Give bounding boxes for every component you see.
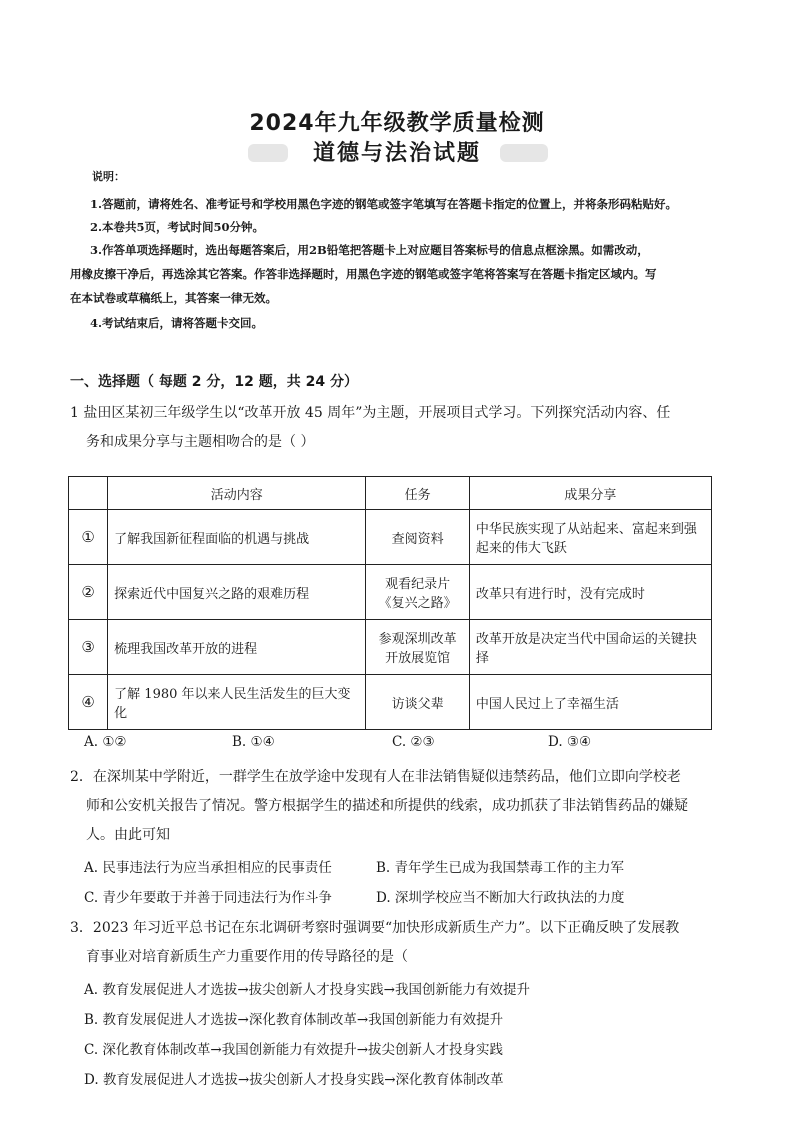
table-row [69,675,712,730]
option-d: D. ③④ [548,734,592,750]
note-line: 1.答题前，请将姓名、准考证号和学校用黑色字迹的钢笔或签字笔填写在答题卡指定的位置上，并将条形码粘贴好。 [90,197,677,211]
table-header [69,477,108,510]
activity-result: 中国人民过上了幸福生活 [469,675,711,730]
option-a: A. 民事违法行为应当承担相应的民事责任 [84,860,332,876]
option-c: C. 青少年要敢于并善于同违法行为作斗争 [84,890,332,906]
option-d: D. 深圳学校应当不断加大行政执法的力度 [376,890,625,906]
notes-label: 说明： [92,170,125,183]
table-row [69,510,712,565]
option-c: C. 深化教育体制改革→我国创新能力有效提升→拔尖创新人才投身实践 [84,1042,504,1058]
activity-task: 查阅资料 [366,510,469,565]
option-b: B. 青年学生已成为我国禁毒工作的主力军 [376,860,625,876]
question-3-stem: 育事业对培育新质生产力重要作用的传导路径的是（ [86,949,408,965]
exam-subtitle: 道德与法治试题 [312,141,481,166]
section-title: 一、选择题（ 每题 2 分，12 题，共 24 分） [70,374,358,390]
option-a: A. 教育发展促进人才选拔→拔尖创新人才投身实践→我国创新能力有效提升 [84,982,530,998]
exam-title: 2024年九年级教学质量检测 [249,111,545,136]
question-3-stem: 3．2023 年习近平总书记在东北调研考察时强调要“加快形成新质生产力”。以下正确反映了发展教 [70,920,680,936]
activity-result: 改革只有进行时，没有完成时 [469,565,711,620]
question-1-stem: 1 盐田区某初三年级学生以“改革开放 45 周年”为主题，开展项目式学习。下列探究活动内容、任 [70,405,671,421]
table-header: 任务 [366,477,469,510]
table-header: 成果分享 [469,477,711,510]
option-b: B. ①④ [232,734,275,750]
activity-task: 访谈父辈 [366,675,469,730]
table-header: 活动内容 [108,477,366,510]
question-2-stem: 2．在深圳某中学附近，一群学生在放学途中发现有人在非法销售疑似违禁药品，他们立即向学校老 [70,769,681,785]
option-c: C. ②③ [392,734,435,750]
activity-content: 探索近代中国复兴之路的艰难历程 [108,565,366,620]
question-1-stem: 务和成果分享与主题相吻合的是（ ） [86,434,315,450]
table-row [69,565,712,620]
activity-content: 梳理我国改革开放的进程 [108,620,366,675]
activity-task: 观看纪录片《复兴之路》 [366,565,469,620]
note-line: 3.作答单项选择题时，选出每题答案后，用2B铅笔把答题卡上对应题目答案标号的信息点框涂黑。如需改动， [90,243,649,257]
activity-result: 中华民族实现了从站起来、富起来到强起来的伟大飞跃 [469,510,711,565]
note-line: 用橡皮擦干净后，再选涂其它答案。作答非选择题时，用黑色字迹的钢笔或签字笔将答案写在答题卡指定区域内。写 [70,267,657,281]
row-number: ④ [69,675,108,730]
table-header-row [69,477,712,510]
activity-content: 了解 1980 年以来人民生活发生的巨大变化 [108,675,366,730]
note-line: 4.考试结束后，请将答题卡交回。 [90,316,264,330]
row-number: ③ [69,620,108,675]
activity-table [68,476,712,730]
activity-result: 改革开放是决定当代中国命运的关键抉择 [469,620,711,675]
option-d: D. 教育发展促进人才选拔→拔尖创新人才投身实践→深化教育体制改革 [84,1072,504,1088]
table-row [69,620,712,675]
question-2-stem: 人。由此可知 [86,827,170,843]
row-number: ② [69,565,108,620]
row-number: ① [69,510,108,565]
activity-task: 参观深圳改革开放展览馆 [366,620,469,675]
question-2-stem: 师和公安机关报告了情况。警方根据学生的描述和所提供的线索，成功抓获了非法销售药品的嫌疑 [86,798,688,814]
option-a: A. ①② [84,734,127,750]
option-b: B. 教育发展促进人才选拔→深化教育体制改革→我国创新能力有效提升 [84,1012,504,1028]
note-line: 在本试卷或草稿纸上，其答案一律无效。 [70,291,277,305]
note-line: 2.本卷共5页，考试时间50分钟。 [90,220,265,234]
activity-content: 了解我国新征程面临的机遇与挑战 [108,510,366,565]
